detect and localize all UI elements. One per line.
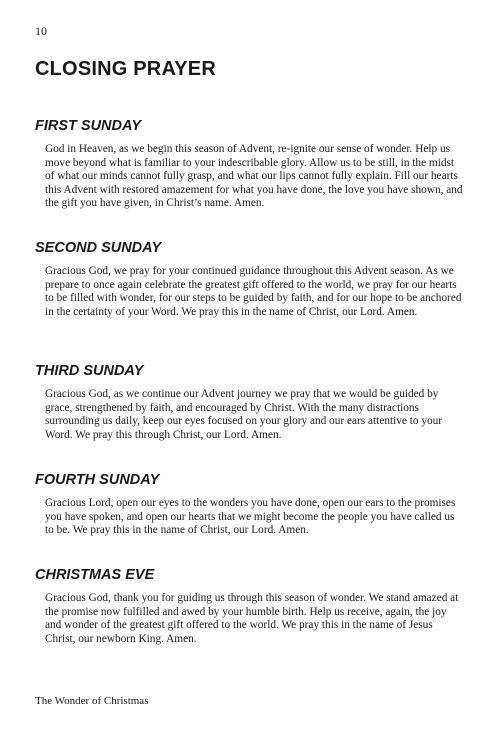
section-heading: FIRST SUNDAY <box>35 118 142 134</box>
prayer-christmas-eve <box>35 567 465 646</box>
page-title: CLOSING PRAYER <box>35 58 216 80</box>
section-heading: SECOND SUNDAY <box>35 240 162 256</box>
page-number: 10 <box>35 24 47 38</box>
prayer-first-sunday <box>35 118 465 211</box>
prayer-fourth-sunday <box>35 472 465 538</box>
prayer-text: Gracious Lord, open our eyes to the wonders you have done, open our ears to the promises you have spoken, and open our hearts that we might become the people you have called us to be. We pray this in the name of Christ, our Lord. Amen. <box>45 497 456 536</box>
prayer-third-sunday <box>35 363 465 442</box>
prayer-text: Gracious God, we pray for your continued guidance throughout this Advent season. As we prepare to once again celebrate the greatest gift offered to the world, we pray for our hearts to be filled with wonder, for our steps to be guided by faith, and for our hope to be anchored in the certainty of your Word. We pray this in the name of Christ, our Lord. Amen. <box>45 265 462 318</box>
section-heading: FOURTH SUNDAY <box>35 472 160 488</box>
section-heading: THIRD SUNDAY <box>35 363 144 379</box>
prayer-text: Gracious God, thank you for guiding us through this season of wonder. We stand amazed at the promise now fulfilled and awed by your humble birth. Help us receive, again, the joy and wonder of the greatest gift offered to the world. We pray this in the name of Jesus Christ, our newborn King. Amen. <box>45 592 459 645</box>
page-footer: The Wonder of Christmas <box>35 695 149 707</box>
prayer-text: Gracious God, as we continue our Advent journey we pray that we would be guided by grace, strengthened by faith, and encouraged by Christ. With the many distractions surrounding us daily, keep our eyes focused on your glory and our ears attentive to your Word. We pray this through Christ, our Lord. Amen. <box>45 388 443 441</box>
prayer-text: God in Heaven, as we begin this season of Advent, re-ignite our sense of wonder. Help us move beyond what is familiar to your indescribable glory. Allow us to be still, in the midst of what our minds cannot fully grasp, and what our lips cannot fully explain. Fill our hearts this Advent with restored amazement for what you have done, the love you have shown, and the gift you have given, in Christ’s name. Amen. <box>45 143 463 209</box>
prayer-second-sunday <box>35 240 465 319</box>
section-heading: CHRISTMAS EVE <box>35 567 155 583</box>
